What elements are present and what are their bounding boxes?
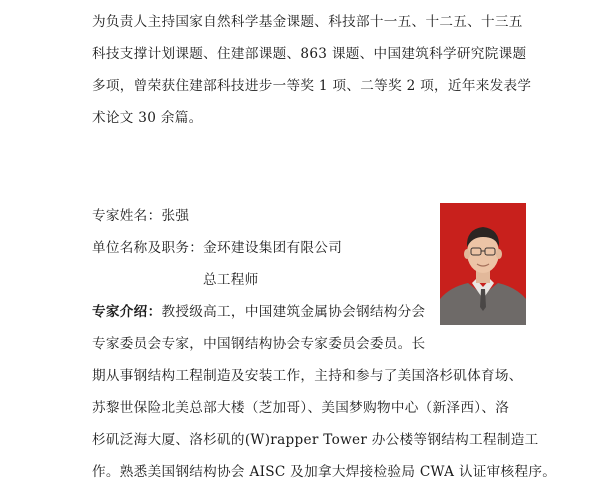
- expert-position: [203, 271, 259, 289]
- expert-portrait-photo: [440, 203, 526, 325]
- bio-line: 作。熟悉美国钢结构协会 AISC 及加拿大焊接检验局 CWA 认证审核程序。: [92, 464, 557, 480]
- bio-line: 教授级高工，中国建筑金属协会钢结构分会: [161, 304, 426, 320]
- expert-name: 张强: [161, 208, 190, 224]
- expert-bio-row: [92, 303, 425, 321]
- expert-unit-row: [92, 239, 342, 257]
- expert-unit: 金环建设集团有限公司: [203, 240, 343, 256]
- bio-line: 专家委员会专家，中国钢结构协会专家委员会委员。长: [92, 336, 426, 352]
- bio-line: 苏黎世保险北美总部大楼（芝加哥）、美国梦购物中心（新泽西）、洛: [92, 400, 510, 416]
- expert-position-text: 总工程师: [203, 272, 259, 288]
- bio-line: 杉矶泛海大厦、洛杉矶的(W)rapper Tower 办公楼等钢结构工程制造工: [92, 432, 539, 448]
- intro-line: 科技支撑计划课题、住建部课题、863 课题、中国建筑科学研究院课题: [92, 46, 527, 62]
- intro-line: 多项，曾荣获住建部科技进步一等奖 1 项、二等奖 2 项，近年来发表学: [92, 78, 532, 94]
- expert-bio-label: 专家介绍：: [92, 304, 162, 320]
- intro-line: 为负责人主持国家自然科学基金课题、科技部十一五、十二五、十三五: [92, 14, 523, 30]
- expert-name-row: [92, 207, 189, 225]
- bio-line: 期从事钢结构工程制造及安装工作，主持和参与了美国洛杉矶体育场、: [92, 368, 523, 384]
- expert-name-label: 专家姓名：: [92, 208, 162, 224]
- portrait-illustration: [440, 203, 526, 325]
- intro-line: 术论文 30 余篇。: [92, 110, 203, 126]
- expert-unit-label: 单位名称及职务：: [92, 240, 204, 256]
